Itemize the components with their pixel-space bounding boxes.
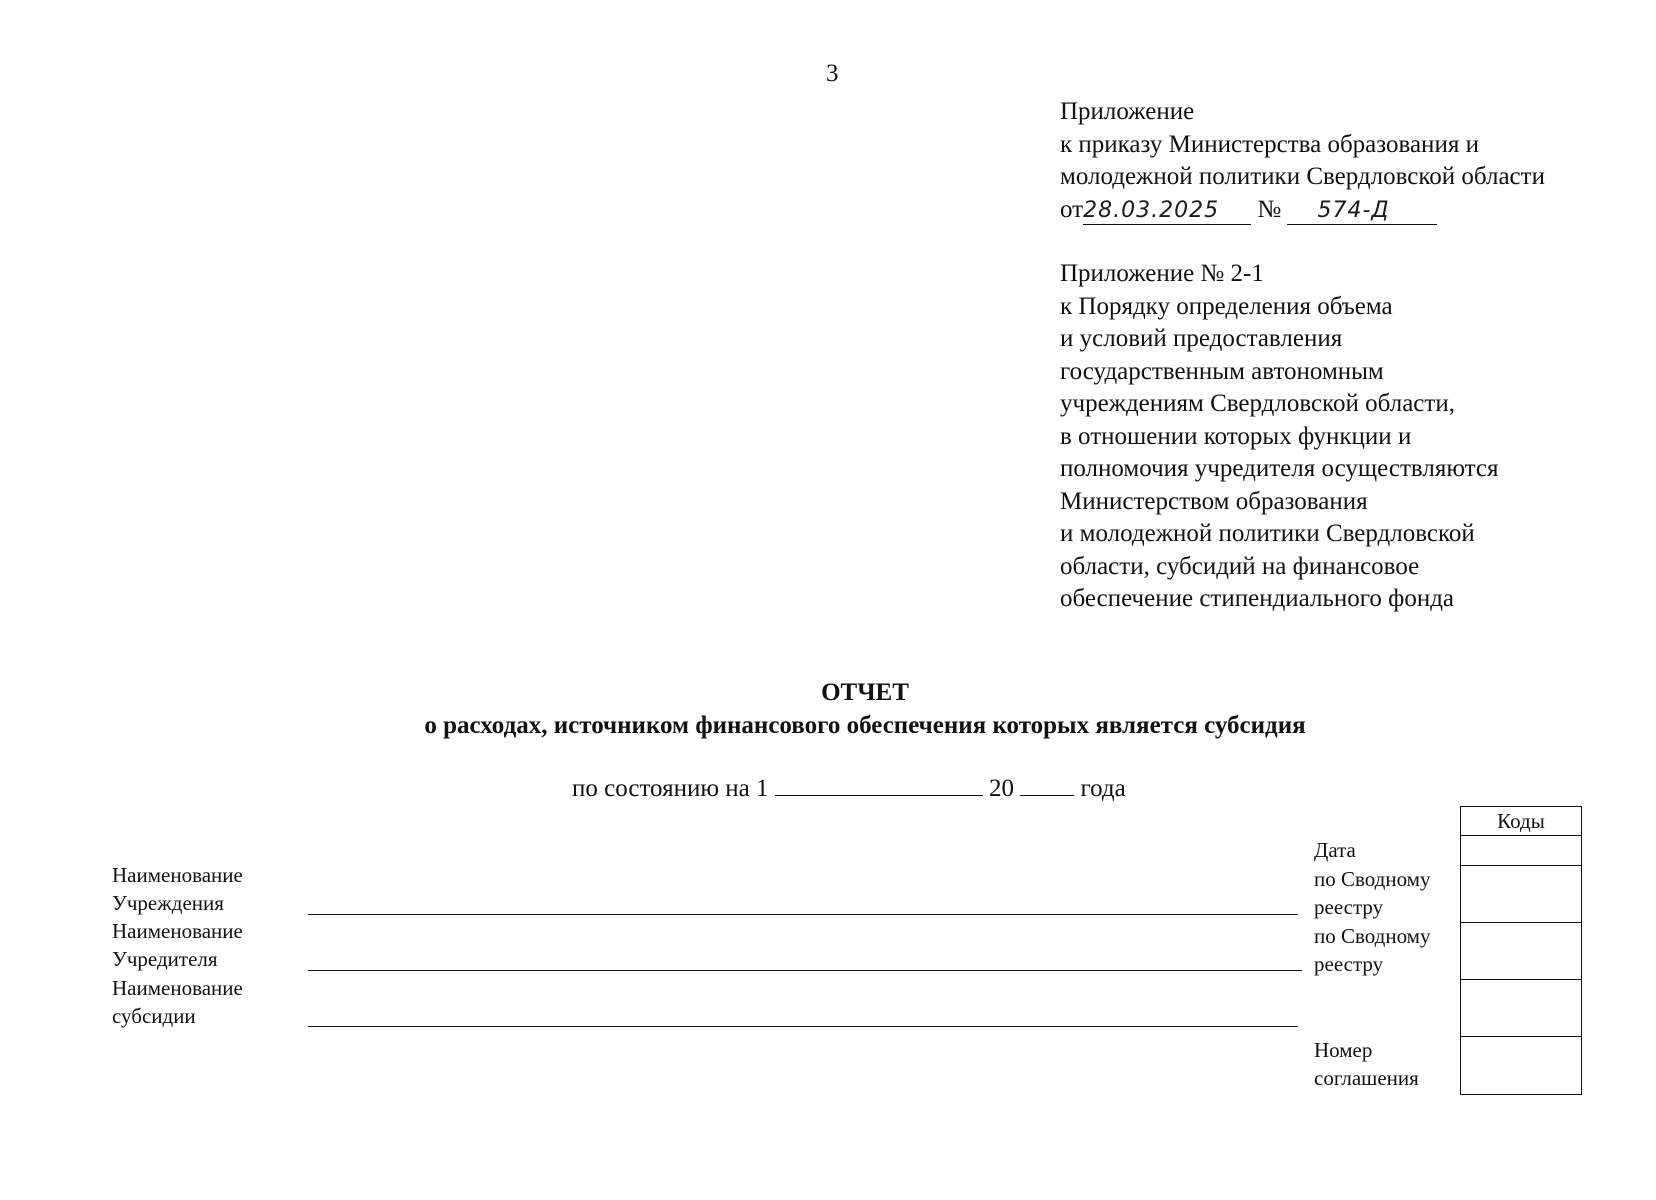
agreement-label-line: Номер: [1314, 1038, 1373, 1062]
page-number: 3: [826, 60, 839, 87]
agreement-number-label: [1314, 1036, 1419, 1092]
registry-label-line: реестру: [1314, 952, 1384, 976]
appendix-title: Приложение: [1060, 98, 1195, 125]
order-number-field: [1287, 197, 1437, 225]
year-prefix: 20: [988, 775, 1014, 802]
appendix-2-line: полномочия учредителя осуществляются: [1060, 455, 1499, 482]
date-label: Дата: [1314, 838, 1356, 862]
code-cell-registry-1[interactable]: [1461, 866, 1581, 923]
field-label-line: Наименование: [112, 976, 243, 1000]
appendix-2-line: в отношении которых функции и: [1060, 422, 1412, 450]
from-label: от: [1060, 195, 1084, 223]
registry-label-line: реестру: [1314, 895, 1384, 919]
number-label: №: [1257, 195, 1282, 223]
field-label-line: Наименование: [112, 863, 243, 887]
field-label-line: Наименование: [112, 919, 243, 943]
founder-name-label: [112, 917, 243, 973]
code-cell-date[interactable]: [1461, 836, 1581, 866]
order-date-number-line: [1060, 194, 1545, 227]
as-of-prefix: по состоянию на 1: [572, 775, 769, 802]
appendix-2-line: учреждениям Свердловской области,: [1060, 390, 1455, 417]
appendix-2-line: государственным автономным: [1060, 357, 1384, 385]
field-label-line: Учредителя: [112, 947, 218, 971]
field-label-line: Учреждения: [112, 891, 224, 915]
appendix-2-line: Министерством образования: [1060, 487, 1368, 515]
agreement-label-line: соглашения: [1314, 1066, 1419, 1090]
report-title: ОТЧЕТ: [821, 679, 909, 706]
order-number-handwritten: 574-Д: [1317, 197, 1390, 223]
registry-label-2: [1314, 922, 1430, 978]
subsidy-name-label: [112, 974, 243, 1030]
registry-label-1: [1314, 865, 1430, 921]
registry-label-line: по Сводному: [1314, 867, 1431, 891]
year-blank-field[interactable]: [1020, 773, 1074, 796]
institution-name-label: [112, 861, 243, 917]
as-of-date-line: [572, 773, 1126, 803]
appendix-line: молодежной политики Свердловской области: [1060, 163, 1545, 190]
registry-label-line: по Сводному: [1314, 924, 1431, 948]
appendix-2-line: и условий предоставления: [1060, 325, 1343, 352]
year-suffix: года: [1080, 775, 1126, 802]
appendix-2-line: области, субсидий на финансовое: [1060, 552, 1420, 580]
report-subtitle: о расходах, источником финансового обеспечения которых является субсидия: [424, 712, 1306, 739]
code-cell-agreement-number[interactable]: [1461, 1037, 1581, 1094]
field-label-line: субсидии: [112, 1004, 196, 1028]
order-date-field: [1083, 197, 1251, 225]
subsidy-name-field[interactable]: [308, 1026, 1298, 1027]
appendix-procedure-block: [1060, 258, 1499, 616]
institution-name-field[interactable]: [308, 914, 1298, 915]
code-cell-registry-2[interactable]: [1461, 923, 1581, 980]
order-date-handwritten: 28.03.2025: [1083, 197, 1220, 223]
appendix-2-line: обеспечение стипендиального фонда: [1060, 585, 1455, 612]
appendix-line: к приказу Министерства образования и: [1060, 130, 1479, 158]
appendix-2-line: к Порядку определения объема: [1060, 292, 1393, 320]
codes-table: [1460, 806, 1582, 1095]
appendix-order-block: [1060, 96, 1545, 227]
appendix-2-line: и молодежной политики Свердловской: [1060, 520, 1475, 547]
founder-name-field[interactable]: [308, 970, 1302, 971]
codes-table-header: Коды: [1461, 807, 1581, 836]
appendix-2-title: Приложение № 2-1: [1060, 260, 1264, 287]
code-cell-blank[interactable]: [1461, 980, 1581, 1037]
month-blank-field[interactable]: [775, 773, 983, 796]
